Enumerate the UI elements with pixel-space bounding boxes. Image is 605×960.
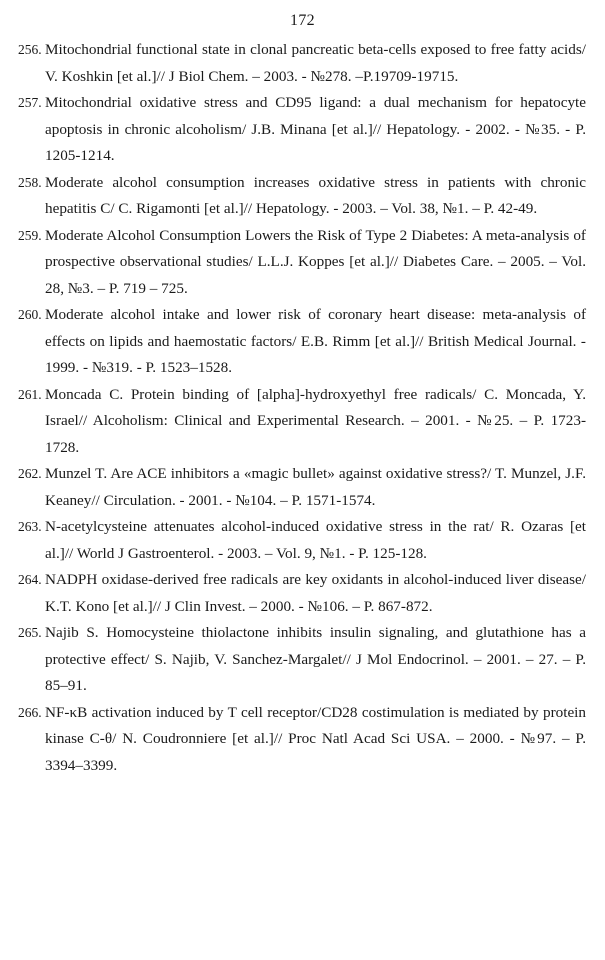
reference-text: Munzel T. Are ACE inhibitors a «magic bullet» against oxidative stress?/ T. Munzel, J.F. Keaney// Circulation. - 2001. - №104. – P. 1571-1574. [45, 465, 586, 509]
reference-text: Moncada C. Protein binding of [alpha]-hydroxyethyl free radicals/ C. Moncada, Y. Israel// Alcoholism: Clinical and Experimental Research. – 2001. - №25. – P. 1723-1728. [45, 385, 586, 456]
reference-number: 256. [18, 42, 42, 57]
reference-item [18, 620, 586, 700]
reference-number: 257. [18, 95, 42, 110]
reference-text: N-acetylcysteine attenuates alcohol-induced oxidative stress in the rat/ R. Ozaras [et al.]// World J Gastroenterol. - 2003. – Vol. 9, №1. - P. 125-128. [45, 518, 586, 562]
reference-item [18, 700, 586, 780]
reference-item [18, 514, 586, 567]
reference-number: 258. [18, 174, 42, 190]
reference-number: 259. [18, 227, 42, 243]
page-number: 172 [290, 12, 315, 29]
reference-number: 262. [18, 466, 42, 481]
reference-item [18, 223, 586, 303]
reference-item [18, 37, 586, 90]
reference-number: 264. [18, 572, 42, 587]
reference-number: 266. [18, 704, 42, 720]
reference-item [18, 170, 586, 223]
reference-number: 265. [18, 625, 42, 640]
reference-item [18, 302, 586, 382]
reference-list [18, 37, 586, 779]
reference-text: NADPH oxidase-derived free radicals are key oxidants in alcohol-induced liver disease/ K.T. Kono [et al.]// J Clin Invest. – 2000. - №106. – P. 867-872. [45, 571, 586, 615]
reference-item [18, 567, 586, 620]
reference-text: NF-κB activation induced by T cell receptor/CD28 costimulation is mediated by protein kinase C-θ/ N. Coudronniere [et al.]// Proc Natl Acad Sci USA. – 2000. - №97. – P. 3394–3399. [45, 703, 586, 774]
reference-text: Najib S. Homocysteine thiolactone inhibits insulin signaling, and glutathione has a protective effect/ S. Najib, V. Sanchez-Margalet// J Mol Endocrinol. – 2001. – 27. – P. 85–91. [45, 624, 586, 694]
reference-text: Moderate alcohol intake and lower risk of coronary heart disease: meta-analysis of effects on lipids and haemostatic factors/ E.B. Rimm [et al.]// British Medical Journal. - 1999. - №319. - P. 1523–1528. [45, 306, 586, 376]
reference-text: Moderate Alcohol Consumption Lowers the Risk of Type 2 Diabetes: A meta-analysis of prospective observational studies/ L.L.J. Koppes [et al.]// Diabetes Care. – 2005. – Vol. 28, №3. – P. 719 – 725. [45, 226, 586, 297]
reference-text: Mitochondrial oxidative stress and CD95 ligand: a dual mechanism for hepatocyte apoptosis in chronic alcoholism/ J.B. Minana [et al.]// Hepatology. - 2002. - №35. - P. 1205-1214. [45, 94, 586, 164]
reference-text: Moderate alcohol consumption increases oxidative stress in patients with chronic hepatitis C/ C. Rigamonti [et al.]// Hepatology. - 2003. – Vol. 38, №1. – P. 42-49. [45, 173, 586, 217]
reference-item [18, 382, 586, 462]
reference-number: 263. [18, 519, 42, 534]
reference-item [18, 90, 586, 170]
reference-number: 260. [18, 307, 42, 322]
reference-number: 261. [18, 386, 42, 402]
reference-text: Mitochondrial functional state in clonal pancreatic beta-cells exposed to free fatty acids/ V. Koshkin [et al.]// J Biol Chem. – 2003. - №278. –P.19709-19715. [45, 41, 586, 85]
reference-item [18, 461, 586, 514]
